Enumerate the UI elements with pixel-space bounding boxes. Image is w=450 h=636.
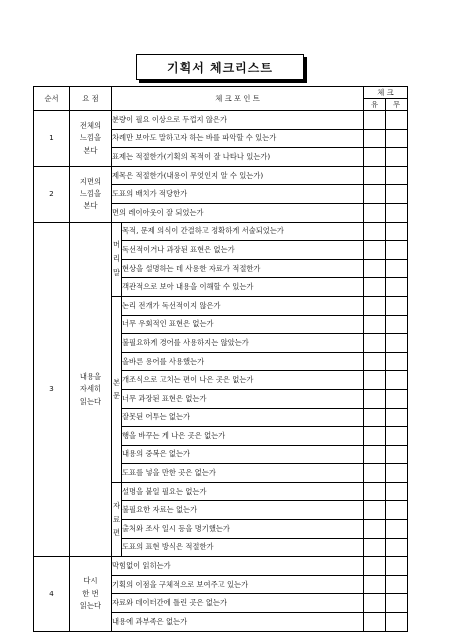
check-item: 분량이 필요 이상으로 두껍지 않은가 (112, 111, 364, 130)
check-box-no[interactable] (386, 166, 408, 185)
check-item: 도표의 표현 방식은 적절한가 (122, 538, 364, 557)
check-box-no[interactable] (386, 464, 408, 483)
group-category: 내용을 자세히 읽는다 (70, 222, 112, 557)
check-box-no[interactable] (386, 111, 408, 130)
check-box-no[interactable] (386, 296, 408, 315)
check-box-yes[interactable] (364, 501, 386, 520)
check-item: 불필요한 자료는 없는가 (122, 501, 364, 520)
check-box-no[interactable] (386, 222, 408, 241)
section-label: 머 리 말 (112, 222, 122, 296)
check-box-yes[interactable] (364, 482, 386, 501)
check-item: 목적, 문제 의식이 간결하고 정확하게 서술되었는가 (122, 222, 364, 241)
header-yes: 유 (364, 99, 386, 111)
check-box-no[interactable] (386, 482, 408, 501)
check-item: 너무 우회적인 표현은 없는가 (122, 315, 364, 334)
check-box-no[interactable] (386, 613, 408, 632)
check-item: 잘못된 어투는 없는가 (122, 408, 364, 427)
checklist-row (34, 222, 408, 241)
group-category: 다시 한 번 읽는다 (70, 557, 112, 631)
check-box-yes[interactable] (364, 557, 386, 576)
check-box-yes[interactable] (364, 520, 386, 539)
check-box-no[interactable] (386, 427, 408, 446)
header-check: 체 크 (364, 87, 408, 99)
check-box-yes[interactable] (364, 129, 386, 148)
check-box-no[interactable] (386, 520, 408, 539)
group-number: 4 (34, 557, 70, 631)
check-box-yes[interactable] (364, 389, 386, 408)
check-box-yes[interactable] (364, 445, 386, 464)
check-item: 설명을 붙일 필요는 없는가 (122, 482, 364, 501)
check-item: 기획의 이점을 구체적으로 보여주고 있는가 (112, 575, 364, 594)
check-box-yes[interactable] (364, 371, 386, 390)
group-number: 1 (34, 111, 70, 167)
checklist-row (34, 166, 408, 185)
header-no: 무 (386, 99, 408, 111)
header-order: 순서 (34, 87, 70, 111)
check-item: 행을 바꾸는 게 나은 곳은 없는가 (122, 427, 364, 446)
check-box-no[interactable] (386, 148, 408, 167)
check-box-yes[interactable] (364, 427, 386, 446)
section-label: 본 문 (112, 296, 122, 482)
check-box-yes[interactable] (364, 259, 386, 278)
check-item: 올바른 용어를 사용했는가 (122, 352, 364, 371)
check-box-no[interactable] (386, 557, 408, 576)
checklist-table (33, 86, 408, 632)
group-category: 전체의 느낌을 본다 (70, 111, 112, 167)
check-box-no[interactable] (386, 334, 408, 353)
check-item: 자료와 데이터간에 틀린 곳은 없는가 (112, 594, 364, 613)
checklist-body (34, 111, 408, 632)
check-box-yes[interactable] (364, 222, 386, 241)
check-box-no[interactable] (386, 241, 408, 260)
check-box-yes[interactable] (364, 538, 386, 557)
check-box-yes[interactable] (364, 352, 386, 371)
check-box-no[interactable] (386, 538, 408, 557)
check-box-yes[interactable] (364, 166, 386, 185)
check-box-no[interactable] (386, 501, 408, 520)
check-box-yes[interactable] (364, 575, 386, 594)
check-box-yes[interactable] (364, 296, 386, 315)
check-item: 개조식으로 고치는 편이 나은 곳은 없는가 (122, 371, 364, 390)
check-box-yes[interactable] (364, 464, 386, 483)
document-title (136, 54, 304, 80)
check-box-yes[interactable] (364, 408, 386, 427)
group-number: 3 (34, 222, 70, 557)
checklist-row (34, 557, 408, 576)
check-box-no[interactable] (386, 371, 408, 390)
check-item: 도표의 배치가 적당한가 (112, 185, 364, 204)
check-box-yes[interactable] (364, 111, 386, 130)
check-item: 너무 과장된 표현은 없는가 (122, 389, 364, 408)
check-box-yes[interactable] (364, 613, 386, 632)
document-title-text: 기획서 체크리스트 (167, 60, 273, 75)
check-box-no[interactable] (386, 278, 408, 297)
check-box-no[interactable] (386, 352, 408, 371)
check-box-yes[interactable] (364, 278, 386, 297)
check-box-no[interactable] (386, 389, 408, 408)
check-box-yes[interactable] (364, 334, 386, 353)
check-item: 현상을 설명하는 데 사용한 자료가 적절한가 (122, 259, 364, 278)
check-item: 막힘없이 읽히는가 (112, 557, 364, 576)
check-box-no[interactable] (386, 408, 408, 427)
check-box-yes[interactable] (364, 203, 386, 222)
check-box-yes[interactable] (364, 185, 386, 204)
check-item: 출처와 조사 일시 등을 명기했는가 (122, 520, 364, 539)
check-item: 표제는 적절한가(기획의 목적이 잘 나타나 있는가) (112, 148, 364, 167)
section-label: 자 료 편 (112, 482, 122, 556)
check-item: 제목은 적절한가(내용이 무엇인지 알 수 있는가) (112, 166, 364, 185)
check-item: 객관적으로 보아 내용을 이해할 수 있는가 (122, 278, 364, 297)
check-box-no[interactable] (386, 129, 408, 148)
check-box-no[interactable] (386, 259, 408, 278)
check-box-yes[interactable] (364, 315, 386, 334)
check-box-no[interactable] (386, 445, 408, 464)
header-check-points: 체 크 포 인 트 (112, 87, 364, 111)
check-item: 논리 전개가 독선적이지 않은가 (122, 296, 364, 315)
check-item: 도표를 넣을 만한 곳은 없는가 (122, 464, 364, 483)
group-number: 2 (34, 166, 70, 222)
group-category: 지면의 느낌을 본다 (70, 166, 112, 222)
check-item: 차례만 보아도 말하고자 하는 바를 파악할 수 있는가 (112, 129, 364, 148)
check-item: 내용의 중복은 없는가 (122, 445, 364, 464)
check-box-no[interactable] (386, 575, 408, 594)
check-box-no[interactable] (386, 594, 408, 613)
check-box-yes[interactable] (364, 241, 386, 260)
check-item: 면의 레이아웃이 잘 되었는가 (112, 203, 364, 222)
check-box-yes[interactable] (364, 594, 386, 613)
check-box-no[interactable] (386, 185, 408, 204)
check-item: 불필요하게 경어를 사용하지는 않았는가 (122, 334, 364, 353)
check-box-no[interactable] (386, 315, 408, 334)
check-box-yes[interactable] (364, 148, 386, 167)
check-item: 독선적이거나 과장된 표현은 없는가 (122, 241, 364, 260)
check-box-no[interactable] (386, 203, 408, 222)
check-item: 내용에 과부족은 없는가 (112, 613, 364, 632)
checklist-row (34, 111, 408, 130)
header-point: 요 점 (70, 87, 112, 111)
